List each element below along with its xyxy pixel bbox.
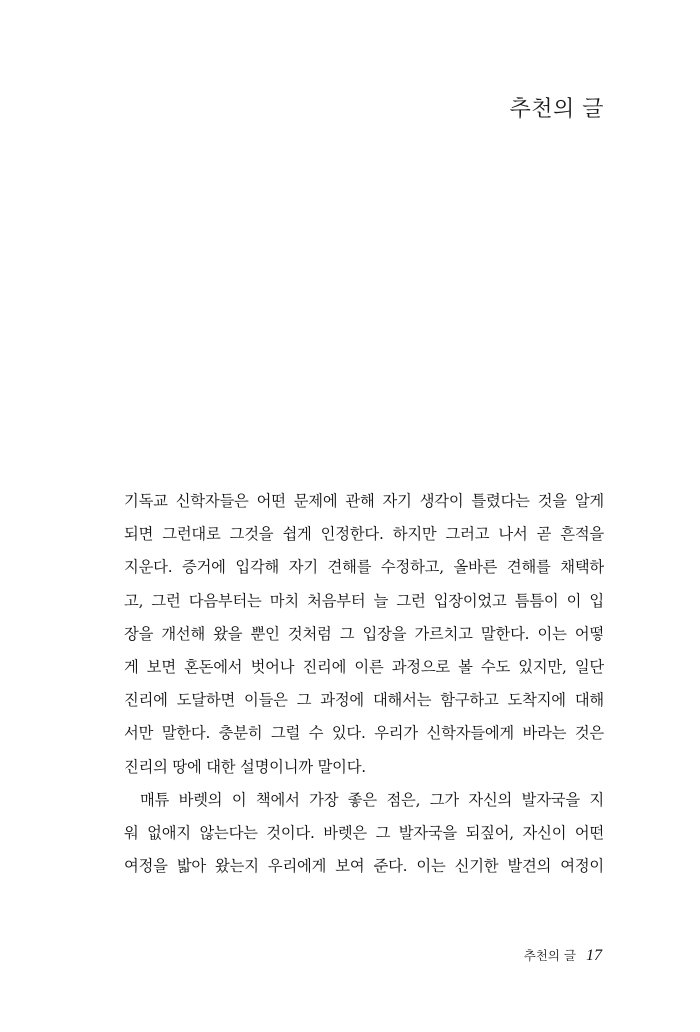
page-footer xyxy=(524,946,602,965)
text-line: 게 보면 혼돈에서 벗어나 진리에 이른 과정으로 볼 수도 있지만, 일단 xyxy=(124,658,604,677)
text-line: 진리의 땅에 대한 설명이니까 말이다. xyxy=(124,757,366,776)
text-line: 기독교 신학자들은 어떤 문제에 관해 자기 생각이 틀렸다는 것을 알게 xyxy=(124,492,604,510)
page-number: 17 xyxy=(586,947,602,964)
text-line: 지운다. 증거에 입각해 자기 견해를 수정하고, 올바른 견해를 채택하 xyxy=(124,558,604,577)
text-line: 워 없애지 않는다는 것이다. 바렛은 그 발자국을 되짚어, 자신이 어떤 xyxy=(124,824,604,843)
text-line: 매튜 바렛의 이 책에서 가장 좋은 점은, 그가 자신의 발자국을 지 xyxy=(140,790,604,809)
text-line: 진리에 도달하면 이들은 그 과정에 대해서는 함구하고 도착지에 대해 xyxy=(124,691,604,710)
text-line: 서만 말한다. 충분히 그럴 수 있다. 우리가 신학자들에게 바라는 것은 xyxy=(124,724,604,743)
text-line: 장을 개선해 왔을 뿐인 것처럼 그 입장을 가르치고 말한다. 이는 어떻 xyxy=(124,624,604,643)
text-line: 되면 그런대로 그것을 쉽게 인정한다. 하지만 그러고 나서 곧 흔적을 xyxy=(124,525,604,544)
text-line: 여정을 밟아 왔는지 우리에게 보여 준다. 이는 신기한 발견의 여정이 xyxy=(124,857,604,876)
page-title: 추천의 글 xyxy=(509,97,604,122)
running-head: 추천의 글 xyxy=(523,948,576,963)
body-text xyxy=(124,485,604,883)
text-line: 고, 그런 다음부터는 마치 처음부터 늘 그런 입장이었고 틈틈이 이 입 xyxy=(124,591,604,610)
